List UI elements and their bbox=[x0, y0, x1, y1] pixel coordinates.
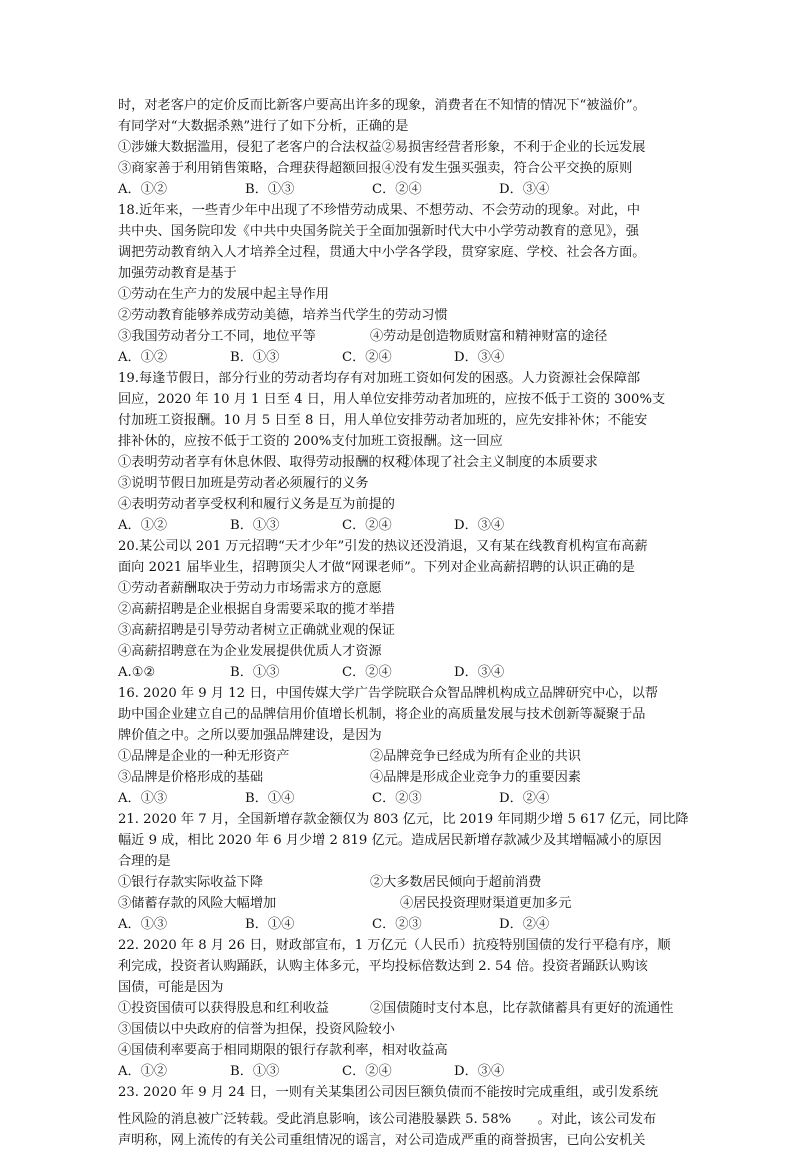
q21-item-pair bbox=[118, 872, 678, 893]
option-b: B．①③ bbox=[230, 518, 280, 533]
exam-content bbox=[118, 95, 689, 1151]
q16-item: ③品牌是价格形成的基础 bbox=[118, 770, 264, 785]
option-b: B．①③ bbox=[230, 350, 280, 365]
q16-item-pair bbox=[118, 767, 678, 788]
q21-options bbox=[118, 914, 678, 935]
question-21 bbox=[118, 809, 689, 935]
q18-item: ②劳动教育能够养成劳动美德，培养当代学生的劳动习惯 bbox=[118, 308, 448, 323]
q19-stem-line: 19.每逢节假日，部分行业的劳动者均存有对加班工资如何发的困惑。人力资源社会保障部 bbox=[118, 371, 641, 386]
q21-stem-line: 幅近 9 成，相比 2020 年 6 月少增 2 819 亿元。造成居民新增存款减少及其增幅减小的原因 bbox=[118, 833, 662, 848]
q16-item: ①品牌是企业的一种无形资产 bbox=[118, 749, 290, 764]
q22-item: ③国债以中央政府的信誉为担保，投资风险较小 bbox=[118, 1022, 395, 1037]
q18-options bbox=[118, 347, 678, 368]
q19-stem-line: 付加班工资报酬。10 月 5 日至 8 日，用人单位安排劳动者加班的，应先安排补休；不能安 bbox=[118, 413, 648, 428]
q22-item: ④国债利率要高于相同期限的银行存款利率，相对收益高 bbox=[118, 1043, 448, 1058]
q20-stem-line: 面向 2021 届毕业生，招聘顶尖人才做“网课老师”。下列对企业高薪招聘的认识正确的是 bbox=[118, 560, 635, 575]
q16-item-pair bbox=[118, 746, 678, 767]
option-d: D．③④ bbox=[499, 182, 550, 197]
q22-item: ①投资国债可以获得股息和红利收益 bbox=[118, 1001, 329, 1016]
q19-stem-line: 回应，2020 年 10 月 1 日至 4 日，用人单位安排劳动者加班的，应按不低于工资的 300%支 bbox=[118, 392, 666, 407]
option-c: C．②④ bbox=[342, 350, 392, 365]
q16-stem-line: 牌价值之中。之所以要加强品牌建设，是因为 bbox=[118, 728, 382, 743]
q20-item: ②高薪招聘是企业根据自身需要采取的揽才举措 bbox=[118, 602, 395, 617]
q18-item: ①劳动在生产力的发展中起主导作用 bbox=[118, 287, 329, 302]
option-c: C．②④ bbox=[372, 182, 422, 197]
q17-stem-line: 时，对老客户的定价反而比新客户要高出许多的现象，消费者在不知情的情况下“被溢价”。 bbox=[118, 98, 646, 113]
q21-item: ②大多数居民倾向于超前消费 bbox=[370, 875, 542, 890]
q22-item: ②国债随时支付本息，比存款储蓄具有更好的流通性 bbox=[370, 1001, 674, 1016]
q18-stem-line: 调把劳动教育纳入人才培养全过程，贯通大中小学各学段，贯穿家庭、学校、社会各方面。 bbox=[118, 245, 646, 260]
q23-stem-line: 23. 2020 年 9 月 24 日，一则有关某集团公司因巨额负债而不能按时完成重组，或引发系统 bbox=[118, 1085, 659, 1100]
q19-stem-line: 排补休的，应按不低于工资的 200%支付加班工资报酬。这一回应 bbox=[118, 434, 503, 449]
option-a: A．①② bbox=[118, 1064, 168, 1079]
question-17 bbox=[118, 95, 678, 200]
q18-stem-line: 共中央、国务院印发《中共中央国务院关于全面加强新时代大中小学劳动教育的意见》，强 bbox=[118, 224, 639, 239]
q17-item: ①涉嫌大数据滥用，侵犯了老客户的合法权益②易损害经营者形象，不利于企业的长远发展 bbox=[118, 140, 646, 155]
question-19 bbox=[118, 368, 678, 536]
q19-item: ①表明劳动者享有休息休假、取得劳动报酬的权利 bbox=[118, 455, 409, 470]
option-c: C．②③ bbox=[372, 917, 422, 932]
q19-item: ③说明节假日加班是劳动者必须履行的义务 bbox=[118, 476, 369, 491]
q23-stem-line: 声明称，网上流传的有关公司重组情况的谣言，对公司造成严重的商誉损害，已向公安机关 bbox=[118, 1133, 646, 1148]
q22-stem-line: 22. 2020 年 8 月 26 日，财政部宣布，1 万亿元（人民币）抗疫特别国债的发行平稳有序，顺 bbox=[118, 938, 671, 953]
q20-item: ④高薪招聘意在为企业发展提供优质人才资源 bbox=[118, 644, 382, 659]
option-c: C．②④ bbox=[342, 518, 392, 533]
option-a: A．①② bbox=[118, 350, 168, 365]
option-a: A．①② bbox=[118, 182, 168, 197]
q23-stem-line: 性风险的消息被广泛转载。受此消息影响，该公司港股暴跌 5. 58% 。对此，该公司发布 bbox=[118, 1112, 657, 1127]
question-20 bbox=[118, 536, 678, 683]
q18-item: ③我国劳动者分工不同，地位平等 bbox=[118, 329, 316, 344]
option-d: D．③④ bbox=[454, 665, 505, 680]
option-d: D．②④ bbox=[499, 917, 550, 932]
q17-options bbox=[118, 179, 678, 200]
q19-options bbox=[118, 515, 678, 536]
question-16 bbox=[118, 683, 678, 809]
question-22 bbox=[118, 935, 678, 1082]
q22-options bbox=[118, 1061, 678, 1082]
option-a: A．①③ bbox=[118, 917, 168, 932]
question-18 bbox=[118, 200, 678, 368]
q20-item: ①劳动者薪酬取决于劳动力市场需求方的意愿 bbox=[118, 581, 382, 596]
option-c: C．②④ bbox=[342, 665, 392, 680]
q22-stem-line: 利完成，投资者认购踊跃，认购主体多元，平均投标倍数达到 2. 54 倍。投资者踊跃认购该 bbox=[118, 959, 648, 974]
q21-item-pair bbox=[118, 893, 678, 914]
q18-stem-line: 18.近年来，一些青少年中出现了不珍惜劳动成果、不想劳动、不会劳动的现象。对此，中 bbox=[118, 203, 641, 218]
q19-item: ④表明劳动者享受权利和履行义务是互为前提的 bbox=[118, 497, 395, 512]
option-c: C．②④ bbox=[342, 1064, 392, 1079]
option-b: B．①③ bbox=[230, 1064, 280, 1079]
q20-item: ③高薪招聘是引导劳动者树立正确就业观的保证 bbox=[118, 623, 395, 638]
q18-stem-line: 加强劳动教育是基于 bbox=[118, 266, 237, 281]
q21-stem-line: 21. 2020 年 7 月，全国新增存款金额仅为 803 亿元，比 2019 年同期少增 5 617 亿元，同比降 bbox=[118, 812, 689, 827]
q19-item: ②体现了社会主义制度的本质要求 bbox=[400, 455, 598, 470]
q16-options bbox=[118, 788, 678, 809]
option-d: D．③④ bbox=[454, 518, 505, 533]
q21-item: ①银行存款实际收益下降 bbox=[118, 875, 264, 890]
option-b: B．①④ bbox=[245, 791, 295, 806]
option-d: D．②④ bbox=[499, 791, 550, 806]
q19-item-pair bbox=[118, 452, 678, 473]
q21-item: ③储蓄存款的风险大幅增加 bbox=[118, 896, 277, 911]
q16-item: ②品牌竞争已经成为所有企业的共识 bbox=[370, 749, 581, 764]
q16-stem-line: 助中国企业建立自己的品牌信用价值增长机制，将企业的高质量发展与技术创新等凝聚于品 bbox=[118, 707, 646, 722]
q21-item: ④居民投资理财渠道更加多元 bbox=[400, 896, 572, 911]
q22-stem-line: 国债，可能是因为 bbox=[118, 980, 224, 995]
q17-item: ③商家善于利用销售策略，合理获得超额回报④没有发生强买强卖，符合公平交换的原则 bbox=[118, 161, 633, 176]
option-a: A.①② bbox=[118, 665, 156, 680]
q16-item: ④品牌是形成企业竞争力的重要因素 bbox=[370, 770, 581, 785]
option-a: A．①③ bbox=[118, 791, 168, 806]
option-b: B．①③ bbox=[245, 182, 295, 197]
option-c: C．②③ bbox=[372, 791, 422, 806]
q20-options bbox=[118, 662, 678, 683]
option-d: D．③④ bbox=[454, 350, 505, 365]
question-23 bbox=[118, 1082, 678, 1151]
q17-stem-line: 有同学对“大数据杀熟”进行了如下分析，正确的是 bbox=[118, 119, 409, 134]
q22-item-pair bbox=[118, 998, 678, 1019]
option-a: A．①② bbox=[118, 518, 168, 533]
q16-stem-line: 16. 2020 年 9 月 12 日，中国传媒大学广告学院联合众智品牌机构成立品牌研究中心，以帮 bbox=[118, 686, 659, 701]
q18-item: ④劳动是创造物质财富和精神财富的途径 bbox=[370, 329, 608, 344]
option-b: B．①④ bbox=[245, 917, 295, 932]
option-d: D．③④ bbox=[454, 1064, 505, 1079]
q21-stem-line: 合理的是 bbox=[118, 854, 171, 869]
option-b: B．①③ bbox=[230, 665, 280, 680]
q18-item-pair bbox=[118, 326, 678, 347]
q20-stem-line: 20.某公司以 201 万元招聘“天才少年”引发的热议还没消退，又有某在线教育机构宣布高薪 bbox=[118, 539, 648, 554]
